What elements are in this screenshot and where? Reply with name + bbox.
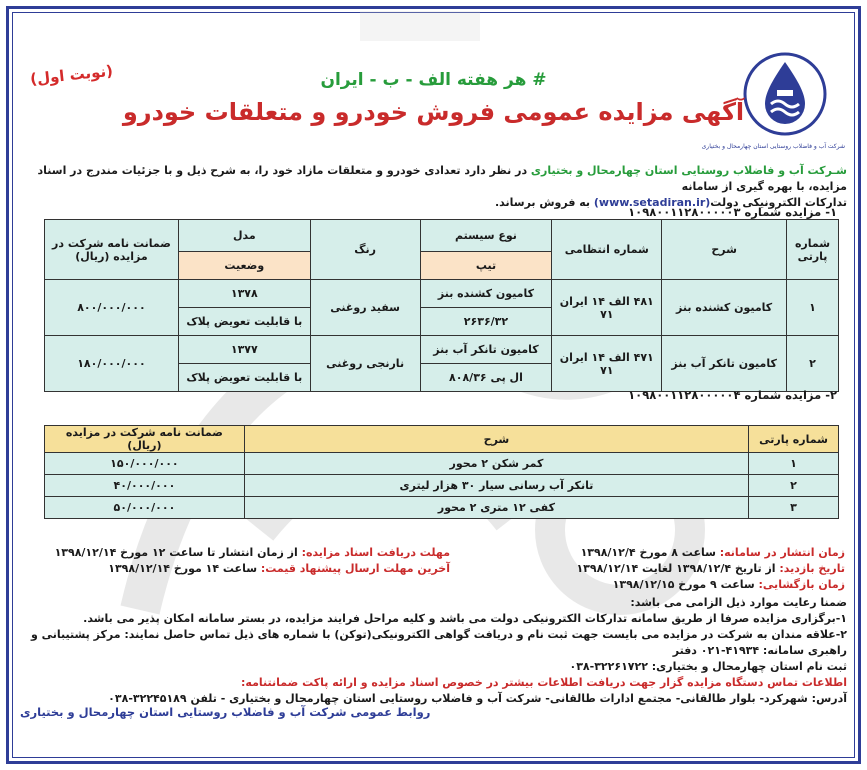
intro-url[interactable]: (www.setadiran.ir): [593, 196, 711, 209]
table-row: [45, 497, 839, 519]
cell-guarantee: ۱۵۰/۰۰۰/۰۰۰: [45, 453, 245, 475]
header-type: تیپ: [420, 252, 552, 280]
cell-system: کامیون تانکر آب بنز: [420, 336, 552, 364]
auction-1-table: [44, 219, 839, 392]
visit-label: تاریخ بازدید:: [779, 562, 845, 575]
notes-section: [20, 595, 847, 707]
note-1: ۱-برگزاری مزایده صرفا از طریق سامانه تدارکات الکترونیکی دولت می باشد و کلیه مراحل فرایند مزایده، در بستر سامانه امکان پذیر می باشد.: [83, 612, 847, 625]
cell-party-no: ۳: [749, 497, 839, 519]
cell-status: با قابلیت تعویض پلاک: [178, 364, 310, 392]
schedule-right: [445, 545, 845, 593]
edition-badge: (نوبت اول): [29, 61, 114, 89]
cell-desc: کامیون تانکر آب بنز: [662, 336, 787, 392]
table-row: [45, 475, 839, 497]
table-row: [45, 280, 839, 308]
bid-label: آخرین مهلت ارسال پیشنهاد قیمت:: [260, 562, 450, 575]
opening-value: ساعت ۹ مورخ ۱۳۹۸/۱۲/۱۵: [612, 578, 759, 591]
cell-desc: کامیون کشنده بنز: [662, 280, 787, 336]
header-system: نوع سیستم: [420, 220, 552, 252]
cell-color: سفید روغنی: [310, 280, 420, 336]
cell-desc: کمر شکن ۲ محور: [244, 453, 748, 475]
cell-guarantee: ۵۰/۰۰۰/۰۰۰: [45, 497, 245, 519]
cell-plate: ۴۷۱ الف ۱۴ ایران ۷۱: [552, 336, 662, 392]
public-relations: روابط عمومی شرکت آب و فاضلاب روستایی استان چهارمحال و بختیاری: [20, 705, 431, 719]
cell-model: ۱۳۷۸: [178, 280, 310, 308]
header-guarantee: ضمانت نامه شرکت در مزایده (ریال): [45, 220, 179, 280]
contact-info: اطلاعات تماس دستگاه مزایده گزار جهت دریافت اطلاعات بیشتر در خصوص اسناد مزایده و ارائه پاکت ضمانتنامه:: [241, 676, 847, 689]
schedule-left: [20, 545, 450, 577]
cell-color: نارنجی روغنی: [310, 336, 420, 392]
header-party-no: شماره پارتی: [749, 426, 839, 453]
auction-1-title: ۱- مزایده شماره ۱۰۹۸۰۰۱۱۲۸۰۰۰۰۰۳: [628, 205, 837, 219]
intro-org: شـرکت آب و فاضلاب روستایی استان چهارمحال و بختیاری: [530, 164, 847, 177]
docs-label: مهلت دریافت اسناد مزایده:: [301, 546, 450, 559]
table-row: [45, 453, 839, 475]
header-status: وضعیت: [178, 252, 310, 280]
header-guarantee: ضمانت نامه شرکت در مزایده (ریال): [45, 426, 245, 453]
cell-system: کامیون کشنده بنز: [420, 280, 552, 308]
cell-party-no: ۲: [787, 336, 839, 392]
intro-text-3: به فروش برساند.: [494, 196, 594, 209]
cell-party-no: ۱: [787, 280, 839, 336]
intro-paragraph: [22, 163, 847, 211]
notes-intro: ضمنا رعایت موارد ذیل الزامی می باشد:: [630, 596, 847, 609]
header-desc: شرح: [662, 220, 787, 280]
intro-text-1: در نظر دارد تعدادی خودرو و متعلقات مازاد خود را، به شرح ذیل و با جزئیات مندرج در اسناد مزایده، با بهره گیری از سامانه: [37, 164, 847, 193]
publish-value: ساعت ۸ مورخ ۱۳۹۸/۱۲/۴: [580, 546, 720, 559]
header-desc: شرح: [244, 426, 748, 453]
page-title: آگهی مزایده عمومی فروش خودرو و متعلقات خودرو: [122, 98, 745, 126]
header-model: مدل: [178, 220, 310, 252]
newspaper-header: # هر هفته الف - ب - ایران: [320, 70, 547, 90]
header-plate: شماره انتظامی: [552, 220, 662, 280]
cell-party-no: ۱: [749, 453, 839, 475]
cell-type: ۲۶۳۶/۳۲: [420, 308, 552, 336]
visit-value: از تاریخ ۱۳۹۸/۱۲/۴ لغایت ۱۳۹۸/۱۲/۱۴: [576, 562, 780, 575]
cell-model: ۱۳۷۷: [178, 336, 310, 364]
address: آدرس: شهرکرد- بلوار طالقانی- مجتمع ادارات طالقانی- شرکت آب و فاضلاب روستایی استان چهارمحال و بختیاری - تلفن ۳۲۲۴۵۱۸۹-۰۳۸: [108, 692, 847, 705]
cell-guarantee: ۴۰/۰۰۰/۰۰۰: [45, 475, 245, 497]
table-row: [45, 336, 839, 364]
header-color: رنگ: [310, 220, 420, 280]
auction-2-table: [44, 425, 839, 519]
note-2b: ثبت نام استان چهارمحال و بختیاری: ۳۲۲۶۱۷۲۲-۰۳۸: [569, 660, 847, 673]
header-party-no: شماره پارتی: [787, 220, 839, 280]
publish-label: زمان انتشار در سامانه:: [719, 546, 845, 559]
bid-value: ساعت ۱۴ مورخ ۱۳۹۸/۱۲/۱۴: [108, 562, 261, 575]
cell-guarantee: ۱۸۰/۰۰۰/۰۰۰: [45, 336, 179, 392]
intro-text-2: تدارکات الکترونیکی دولت: [710, 196, 847, 209]
docs-value: از زمان انتشار تا ساعت ۱۲ مورخ ۱۳۹۸/۱۲/۱۴: [54, 546, 302, 559]
note-2: ۲-علاقه مندان به شرکت در مزایده می بایست جهت ثبت نام و دریافت گواهی الکترونیکی(توکن) با شماره های ذیل تماس حاصل نمایند: مرکز پشتیبانی و راهبری سامانه: ۴۱۹۳۴-۰۲۱ دفتر: [30, 628, 847, 657]
cell-status: با قابلیت تعویض پلاک: [178, 308, 310, 336]
logo-caption: شرکت آب و فاضلاب روستایی استان چهارمحال و بختیاری: [701, 143, 845, 150]
cell-desc: تانکر آب رسانی سیار ۳۰ هزار لیتری: [244, 475, 748, 497]
cell-type: ال پی ۸۰۸/۳۶: [420, 364, 552, 392]
cell-desc: کفی ۱۲ متری ۲ محور: [244, 497, 748, 519]
cell-plate: ۴۸۱ الف ۱۴ ایران ۷۱: [552, 280, 662, 336]
cell-party-no: ۲: [749, 475, 839, 497]
top-watermark-icon: [320, 6, 520, 46]
cell-guarantee: ۸۰۰/۰۰۰/۰۰۰: [45, 280, 179, 336]
opening-label: زمان بازگشایی:: [758, 578, 845, 591]
auction-2-title: ۲- مزایده شماره ۱۰۹۸۰۰۱۱۲۸۰۰۰۰۰۴: [628, 388, 837, 402]
